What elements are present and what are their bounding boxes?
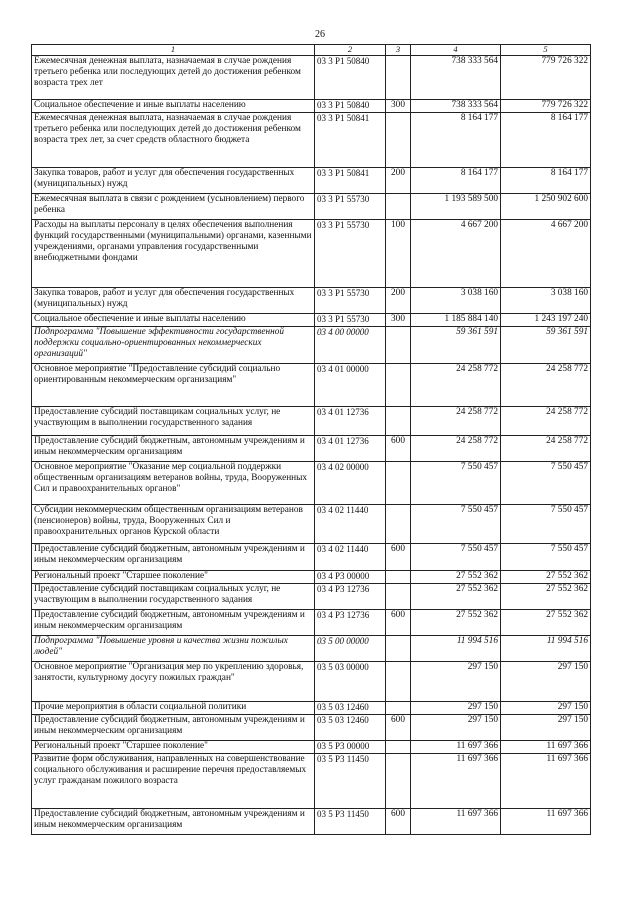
row-code-cell: 03 5 P3 11450 [315, 754, 386, 809]
row-name-cell: Социальное обеспечение и иные выплаты населению [32, 314, 315, 327]
row-name-cell: Расходы на выплаты персоналу в целях обеспечения выполнения функций государственными (муниципальными) органами, казенными учреждениями, органами управления государственными внебюджетными фондами [32, 220, 315, 288]
row-type-cell [386, 327, 411, 364]
row-type-cell: 200 [386, 168, 411, 194]
row-code-cell: 03 4 01 00000 [315, 364, 386, 407]
row-name-cell: Предоставление субсидий бюджетным, автономным учреждениям и иным некоммерческим организациям [32, 715, 315, 741]
row-amount-year1-cell: 297 150 [411, 662, 501, 702]
row-amount-year2-cell: 11 697 366 [501, 754, 591, 809]
row-code-cell: 03 5 00 00000 [315, 636, 386, 662]
column-header-type: 3 [386, 45, 411, 56]
row-amount-year2-cell: 27 552 362 [501, 584, 591, 610]
table-row [32, 610, 591, 636]
row-amount-year2-cell: 1 243 197 240 [501, 314, 591, 327]
row-code-cell: 03 5 P3 11450 [315, 809, 386, 835]
row-code-cell: 03 5 03 12460 [315, 715, 386, 741]
row-code-cell: 03 4 00 00000 [315, 327, 386, 364]
row-name-cell: Развитие форм обслуживания, направленных на совершенствование социального обслуживания и расширение перечня предоставляемых услуг гражданам пожилого возраста [32, 754, 315, 809]
row-name-cell: Социальное обеспечение и иные выплаты населению [32, 100, 315, 113]
row-code-cell: 03 4 01 12736 [315, 407, 386, 436]
row-amount-year1-cell: 59 361 591 [411, 327, 501, 364]
row-amount-year1-cell: 738 333 564 [411, 56, 501, 100]
row-type-cell [386, 741, 411, 754]
table-row [32, 56, 591, 100]
row-name-cell: Основное мероприятие "Предоставление субсидий социально ориентированным некоммерческим организациям" [32, 364, 315, 407]
row-type-cell [386, 584, 411, 610]
table-row [32, 462, 591, 505]
table-row [32, 505, 591, 544]
row-type-cell [386, 505, 411, 544]
row-amount-year2-cell: 11 697 366 [501, 741, 591, 754]
table-row [32, 327, 591, 364]
table-row [32, 220, 591, 288]
row-type-cell [386, 56, 411, 100]
row-amount-year2-cell: 11 994 516 [501, 636, 591, 662]
row-amount-year2-cell: 27 552 362 [501, 571, 591, 584]
row-amount-year1-cell: 27 552 362 [411, 610, 501, 636]
row-amount-year1-cell: 4 667 200 [411, 220, 501, 288]
table-row [32, 168, 591, 194]
row-amount-year1-cell: 11 697 366 [411, 741, 501, 754]
row-name-cell: Закупка товаров, работ и услуг для обеспечения государственных (муниципальных) нужд [32, 168, 315, 194]
row-code-cell: 03 4 02 00000 [315, 462, 386, 505]
table-row [32, 571, 591, 584]
row-amount-year2-cell: 4 667 200 [501, 220, 591, 288]
row-name-cell: Прочие мероприятия в области социальной политики [32, 702, 315, 715]
row-type-cell [386, 571, 411, 584]
row-name-cell: Ежемесячная денежная выплата, назначаемая в случае рождения третьего ребенка или последующих детей до достижения ребенком возраста трех лет, за счет средств областного бюджета [32, 113, 315, 168]
row-amount-year2-cell: 11 697 366 [501, 809, 591, 835]
row-type-cell: 600 [386, 436, 411, 462]
row-name-cell: Ежемесячная выплата в связи с рождением (усыновлением) первого ребенка [32, 194, 315, 220]
row-type-cell: 600 [386, 610, 411, 636]
column-header-year2: 5 [501, 45, 591, 56]
row-amount-year1-cell: 3 038 160 [411, 288, 501, 314]
row-amount-year2-cell: 3 038 160 [501, 288, 591, 314]
row-amount-year2-cell: 297 150 [501, 662, 591, 702]
row-amount-year1-cell: 11 697 366 [411, 754, 501, 809]
row-name-cell: Подпрограмма "Повышение уровня и качества жизни пожилых людей" [32, 636, 315, 662]
table-header-row [32, 45, 591, 56]
row-name-cell: Предоставление субсидий бюджетным, автономным учреждениям и иным некоммерческим организациям [32, 436, 315, 462]
row-amount-year2-cell: 24 258 772 [501, 364, 591, 407]
row-type-cell: 200 [386, 288, 411, 314]
table-row [32, 314, 591, 327]
table-row [32, 754, 591, 809]
page-number: 26 [315, 29, 325, 40]
row-amount-year2-cell: 59 361 591 [501, 327, 591, 364]
budget-table [31, 44, 591, 835]
row-code-cell: 03 3 P1 55730 [315, 314, 386, 327]
row-code-cell: 03 3 P1 50841 [315, 113, 386, 168]
table-body [32, 56, 591, 835]
row-amount-year1-cell: 7 550 457 [411, 505, 501, 544]
row-type-cell: 300 [386, 314, 411, 327]
row-amount-year1-cell: 7 550 457 [411, 544, 501, 571]
row-amount-year1-cell: 1 185 884 140 [411, 314, 501, 327]
row-amount-year2-cell: 27 552 362 [501, 610, 591, 636]
row-amount-year1-cell: 8 164 177 [411, 168, 501, 194]
row-amount-year1-cell: 297 150 [411, 702, 501, 715]
row-code-cell: 03 5 P3 00000 [315, 741, 386, 754]
row-code-cell: 03 3 P1 55730 [315, 220, 386, 288]
row-code-cell: 03 4 02 11440 [315, 544, 386, 571]
row-code-cell: 03 3 P1 50840 [315, 100, 386, 113]
row-type-cell [386, 364, 411, 407]
row-type-cell [386, 754, 411, 809]
row-amount-year1-cell: 1 193 589 500 [411, 194, 501, 220]
table-row [32, 702, 591, 715]
row-name-cell: Предоставление субсидий бюджетным, автономным учреждениям и иным некоммерческим организациям [32, 544, 315, 571]
column-header-year1: 4 [411, 45, 501, 56]
row-type-cell [386, 113, 411, 168]
row-code-cell: 03 4 02 11440 [315, 505, 386, 544]
row-type-cell [386, 702, 411, 715]
row-code-cell: 03 4 01 12736 [315, 436, 386, 462]
row-type-cell: 300 [386, 100, 411, 113]
row-type-cell [386, 194, 411, 220]
row-type-cell: 100 [386, 220, 411, 288]
row-type-cell [386, 462, 411, 505]
row-name-cell: Субсидии некоммерческим общественным организациям ветеранов (пенсионеров) войны, труда, Вооруженных Сил и правоохранительных органов Курской области [32, 505, 315, 544]
row-amount-year1-cell: 11 697 366 [411, 809, 501, 835]
row-code-cell: 03 4 P3 12736 [315, 584, 386, 610]
row-type-cell [386, 636, 411, 662]
table-row [32, 662, 591, 702]
row-amount-year1-cell: 24 258 772 [411, 364, 501, 407]
row-amount-year1-cell: 24 258 772 [411, 407, 501, 436]
row-amount-year1-cell: 11 994 516 [411, 636, 501, 662]
row-type-cell: 600 [386, 809, 411, 835]
row-name-cell: Подпрограмма "Повышение эффективности государственной поддержки социально-ориентированных некоммерческих организаций" [32, 327, 315, 364]
table-row [32, 407, 591, 436]
row-code-cell: 03 3 P1 50840 [315, 56, 386, 100]
row-amount-year1-cell: 27 552 362 [411, 571, 501, 584]
row-amount-year1-cell: 297 150 [411, 715, 501, 741]
row-type-cell: 600 [386, 544, 411, 571]
table-row [32, 194, 591, 220]
row-amount-year1-cell: 8 164 177 [411, 113, 501, 168]
row-name-cell: Ежемесячная денежная выплата, назначаемая в случае рождения третьего ребенка или последующих детей до достижения ребенком возраста трех лет [32, 56, 315, 100]
row-amount-year2-cell: 297 150 [501, 715, 591, 741]
row-amount-year2-cell: 8 164 177 [501, 168, 591, 194]
row-amount-year1-cell: 738 333 564 [411, 100, 501, 113]
row-amount-year2-cell: 7 550 457 [501, 462, 591, 505]
row-code-cell: 03 5 03 00000 [315, 662, 386, 702]
table-row [32, 715, 591, 741]
column-header-code: 2 [315, 45, 386, 56]
row-name-cell: Региональный проект "Старшее поколение" [32, 571, 315, 584]
row-amount-year1-cell: 24 258 772 [411, 436, 501, 462]
row-type-cell [386, 407, 411, 436]
table-row [32, 364, 591, 407]
table-row [32, 741, 591, 754]
row-amount-year2-cell: 7 550 457 [501, 544, 591, 571]
row-amount-year2-cell: 24 258 772 [501, 436, 591, 462]
row-name-cell: Предоставление субсидий поставщикам социальных услуг, не участвующим в выполнении государственного задания [32, 584, 315, 610]
table-row [32, 636, 591, 662]
column-header-name: 1 [32, 45, 315, 56]
row-name-cell: Закупка товаров, работ и услуг для обеспечения государственных (муниципальных) нужд [32, 288, 315, 314]
row-name-cell: Предоставление субсидий бюджетным, автономным учреждениям и иным некоммерческим организациям [32, 809, 315, 835]
table-row [32, 288, 591, 314]
table-row [32, 100, 591, 113]
row-code-cell: 03 3 P1 55730 [315, 194, 386, 220]
row-amount-year2-cell: 1 250 902 600 [501, 194, 591, 220]
row-amount-year2-cell: 779 726 322 [501, 100, 591, 113]
row-code-cell: 03 4 P3 12736 [315, 610, 386, 636]
row-name-cell: Основное мероприятие "Организация мер по укреплению здоровья, занятости, культурному досугу пожилых граждан" [32, 662, 315, 702]
row-amount-year1-cell: 27 552 362 [411, 584, 501, 610]
table-row [32, 809, 591, 835]
row-code-cell: 03 3 P1 55730 [315, 288, 386, 314]
table-row [32, 436, 591, 462]
row-code-cell: 03 3 P1 50841 [315, 168, 386, 194]
row-amount-year2-cell: 24 258 772 [501, 407, 591, 436]
row-amount-year2-cell: 8 164 177 [501, 113, 591, 168]
row-code-cell: 03 4 P3 00000 [315, 571, 386, 584]
row-amount-year2-cell: 297 150 [501, 702, 591, 715]
table-row [32, 544, 591, 571]
row-name-cell: Предоставление субсидий бюджетным, автономным учреждениям и иным некоммерческим организациям [32, 610, 315, 636]
row-amount-year2-cell: 7 550 457 [501, 505, 591, 544]
row-amount-year2-cell: 779 726 322 [501, 56, 591, 100]
table-row [32, 113, 591, 168]
row-type-cell [386, 662, 411, 702]
row-name-cell: Основное мероприятие "Оказание мер социальной поддержки общественным организациям ветеранов войны, труда, Вооруженных Сил и правоохранительных органов" [32, 462, 315, 505]
table-row [32, 584, 591, 610]
row-amount-year1-cell: 7 550 457 [411, 462, 501, 505]
row-type-cell: 600 [386, 715, 411, 741]
row-name-cell: Региональный проект "Старшее поколение" [32, 741, 315, 754]
row-code-cell: 03 5 03 12460 [315, 702, 386, 715]
row-name-cell: Предоставление субсидий поставщикам социальных услуг, не участвующим в выполнении государственного задания [32, 407, 315, 436]
